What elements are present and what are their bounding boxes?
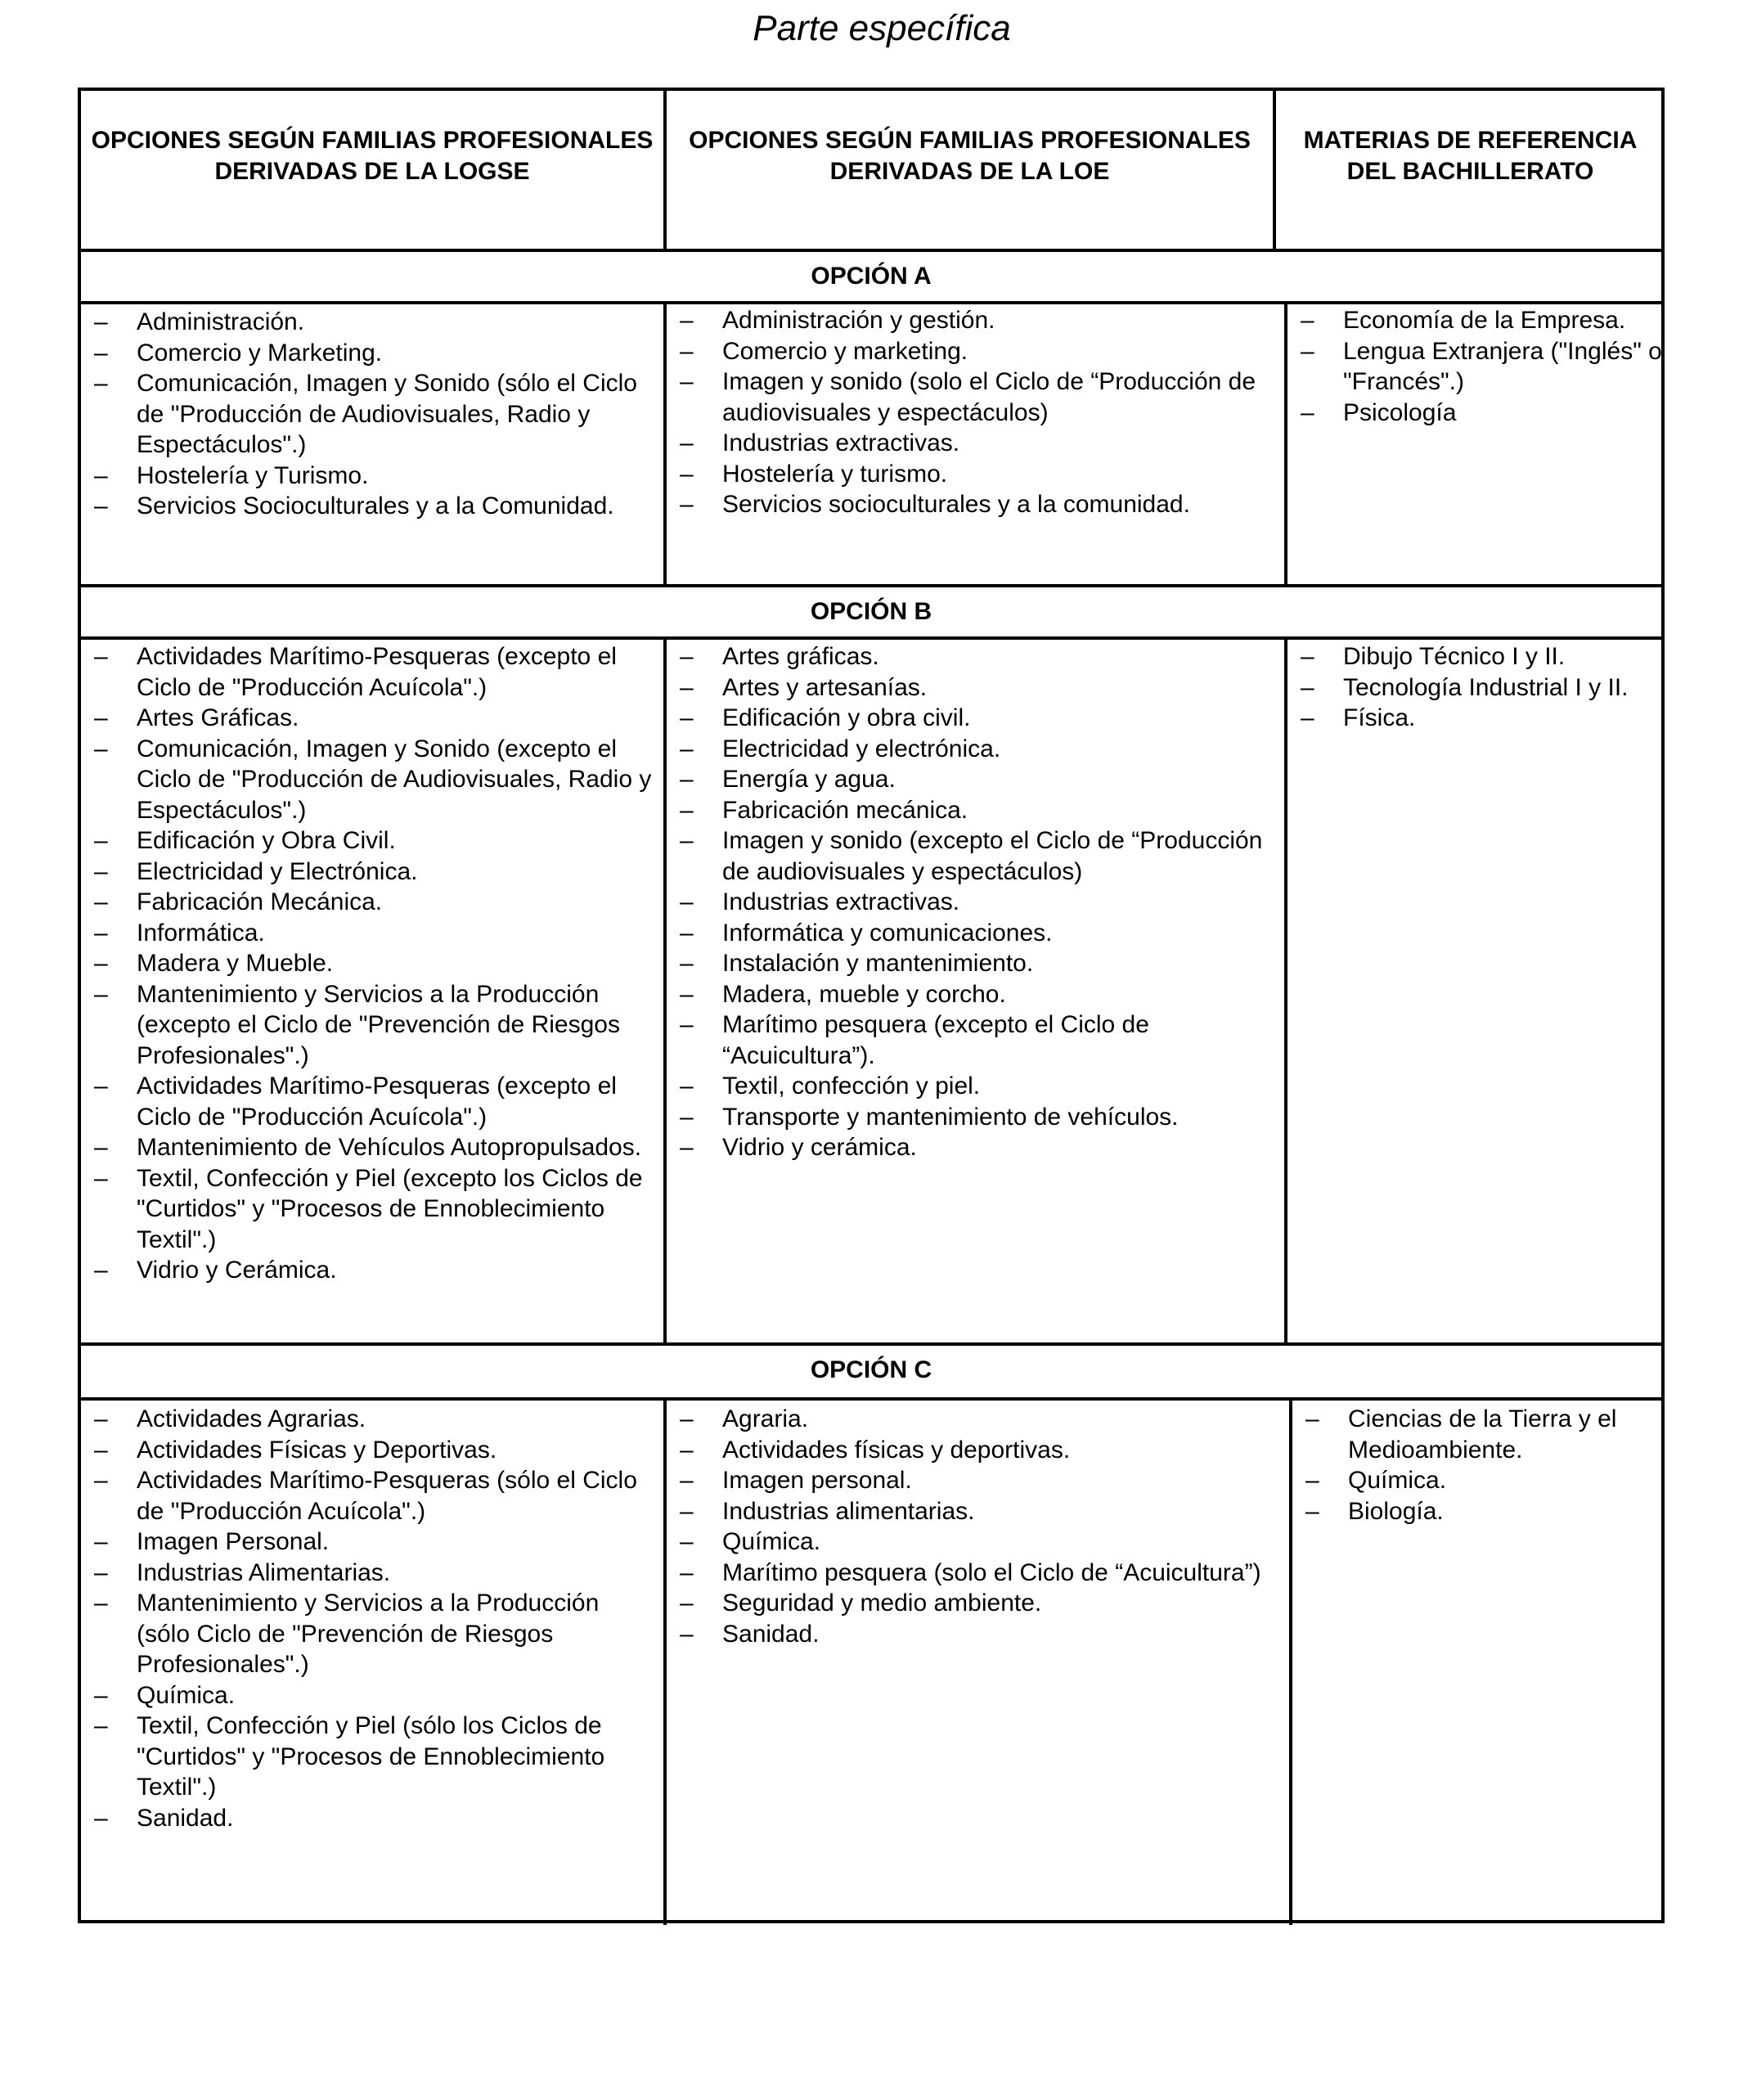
column-divider xyxy=(1284,636,1287,1342)
list-item: – Administración y gestión. xyxy=(667,305,1282,336)
list-item: – Artes y artesanías. xyxy=(667,672,1284,704)
option-b-materias-cell xyxy=(1287,641,1672,734)
list-item: – Sanidad. xyxy=(667,1619,1282,1650)
header-loe: OPCIONES SEGÚN FAMILIAS PROFESIONALES DERIVADAS DE LA LOE xyxy=(689,127,1251,185)
list-item: – Artes gráficas. xyxy=(667,641,1284,672)
list-item: – Textil, Confección y Piel (sólo los Ciclos de "Curtidos" y "Procesos de Ennoblecimiento Textil".) xyxy=(81,1711,654,1803)
list-item: – Administración. xyxy=(81,307,654,338)
list-item: – Ciencias de la Tierra y el Medioambiente. xyxy=(1292,1404,1660,1465)
header-materias: MATERIAS DE REFERENCIA DEL BACHILLERATO xyxy=(1303,127,1638,185)
option-a-logse-list xyxy=(81,307,654,522)
list-item: – Seguridad y medio ambiente. xyxy=(667,1588,1282,1619)
list-item: – Física. xyxy=(1287,703,1672,734)
options-table xyxy=(78,88,1665,1923)
list-item: – Madera y Mueble. xyxy=(81,948,668,979)
list-item: – Comercio y Marketing. xyxy=(81,338,654,369)
option-b-label: OPCIÓN B xyxy=(810,598,932,625)
list-item: – Química. xyxy=(81,1680,654,1711)
list-item: – Actividades Marítimo-Pesqueras (excepto el Ciclo de "Producción Acuícola".) xyxy=(81,641,668,703)
option-a-loe-list xyxy=(667,305,1282,520)
list-item: – Comunicación, Imagen y Sonido (sólo el Ciclo de "Producción de Audiovisuales, Radio y Espectáculos".) xyxy=(81,368,654,461)
list-item: – Psicología xyxy=(1287,398,1672,429)
option-a-label: OPCIÓN A xyxy=(811,263,932,290)
option-a-loe-cell xyxy=(667,305,1282,520)
row-divider xyxy=(81,301,1661,304)
list-item: – Artes Gráficas. xyxy=(81,703,668,734)
option-a-materias-list xyxy=(1287,305,1672,428)
list-item: – Madera, mueble y corcho. xyxy=(667,979,1284,1010)
page-title: Parte específica xyxy=(753,8,1011,48)
list-item: – Comercio y marketing. xyxy=(667,336,1282,367)
list-item: – Fabricación Mecánica. xyxy=(81,887,668,918)
list-item: – Lengua Extranjera ("Inglés" o "Francés".) xyxy=(1287,336,1672,398)
option-b-logse-list xyxy=(81,641,668,1286)
list-item: – Tecnología Industrial I y II. xyxy=(1287,672,1672,704)
list-item: – Energía y agua. xyxy=(667,764,1284,795)
list-item: – Informática. xyxy=(81,918,668,949)
list-item: – Biología. xyxy=(1292,1496,1660,1527)
list-item: – Industrias alimentarias. xyxy=(667,1496,1282,1527)
option-c-loe-cell xyxy=(667,1404,1282,1649)
list-item: – Instalación y mantenimiento. xyxy=(667,948,1284,979)
list-item: – Agraria. xyxy=(667,1404,1282,1435)
list-item: – Imagen y sonido (solo el Ciclo de “Producción de audiovisuales y espectáculos) xyxy=(667,366,1282,428)
list-item: – Imagen y sonido (excepto el Ciclo de “Producción de audiovisuales y espectáculos) xyxy=(667,825,1284,887)
list-item: – Textil, Confección y Piel (excepto los Ciclos de "Curtidos" y "Procesos de Ennoblecimiento Textil".) xyxy=(81,1163,668,1256)
list-item: – Vidrio y cerámica. xyxy=(667,1132,1284,1163)
list-item: – Electricidad y electrónica. xyxy=(667,734,1284,765)
list-item: – Actividades Físicas y Deportivas. xyxy=(81,1435,654,1466)
list-item: – Textil, confección y piel. xyxy=(667,1071,1284,1102)
option-c-loe-list xyxy=(667,1404,1282,1649)
option-c-materias-cell xyxy=(1292,1404,1660,1527)
list-item: – Industrias extractivas. xyxy=(667,887,1284,918)
list-item: – Mantenimiento y Servicios a la Producción (sólo Ciclo de "Prevención de Riesgos Profesionales".) xyxy=(81,1588,654,1680)
list-item: – Actividades Marítimo-Pesqueras (excepto el Ciclo de "Producción Acuícola".) xyxy=(81,1071,668,1132)
list-item: – Edificación y Obra Civil. xyxy=(81,825,668,857)
header-logse: OPCIONES SEGÚN FAMILIAS PROFESIONALES DERIVADAS DE LA LOGSE xyxy=(91,127,654,185)
option-b-loe-cell xyxy=(667,641,1284,1163)
list-item: – Transporte y mantenimiento de vehículos. xyxy=(667,1102,1284,1133)
list-item: – Servicios Socioculturales y a la Comunidad. xyxy=(81,491,654,522)
list-item: – Edificación y obra civil. xyxy=(667,703,1284,734)
list-item: – Marítimo pesquera (excepto el Ciclo de “Acuicultura”). xyxy=(667,1010,1284,1071)
list-item: – Electricidad y Electrónica. xyxy=(81,857,668,888)
list-item: – Servicios socioculturales y a la comunidad. xyxy=(667,489,1282,520)
list-item: – Actividades físicas y deportivas. xyxy=(667,1435,1282,1466)
row-divider xyxy=(81,636,1661,640)
option-b-loe-list xyxy=(667,641,1284,1163)
row-divider xyxy=(81,1397,1661,1401)
list-item: – Química. xyxy=(667,1527,1282,1558)
list-item: – Sanidad. xyxy=(81,1803,654,1834)
option-c-logse-cell xyxy=(81,1404,654,1833)
list-item: – Industrias Alimentarias. xyxy=(81,1558,654,1589)
option-c-materias-list xyxy=(1292,1404,1660,1527)
list-item: – Dibujo Técnico I y II. xyxy=(1287,641,1672,672)
list-item: – Vidrio y Cerámica. xyxy=(81,1255,668,1286)
list-item: – Fabricación mecánica. xyxy=(667,795,1284,826)
list-item: – Actividades Agrarias. xyxy=(81,1404,654,1435)
list-item: – Hostelería y turismo. xyxy=(667,459,1282,490)
list-item: – Imagen Personal. xyxy=(81,1527,654,1558)
list-item: – Actividades Marítimo-Pesqueras (sólo el Ciclo de "Producción Acuícola".) xyxy=(81,1465,654,1527)
list-item: – Mantenimiento de Vehículos Autopropulsados. xyxy=(81,1132,668,1163)
option-a-logse-cell xyxy=(81,307,654,522)
list-item: – Química. xyxy=(1292,1465,1660,1496)
list-item: – Mantenimiento y Servicios a la Producción (excepto el Ciclo de "Prevención de Riesgos Profesionales".) xyxy=(81,979,668,1072)
option-a-materias-cell xyxy=(1287,305,1672,428)
option-c-label: OPCIÓN C xyxy=(810,1356,932,1383)
list-item: – Hostelería y Turismo. xyxy=(81,461,654,492)
list-item: – Marítimo pesquera (solo el Ciclo de “Acuicultura”) xyxy=(667,1558,1282,1589)
list-item: – Imagen personal. xyxy=(667,1465,1282,1496)
list-item: – Comunicación, Imagen y Sonido (excepto el Ciclo de "Producción de Audiovisuales, Radio y Espectáculos".) xyxy=(81,734,668,826)
option-c-logse-list xyxy=(81,1404,654,1833)
list-item: – Economía de la Empresa. xyxy=(1287,305,1672,336)
list-item: – Informática y comunicaciones. xyxy=(667,918,1284,949)
option-b-materias-list xyxy=(1287,641,1672,734)
option-b-logse-cell xyxy=(81,641,668,1286)
list-item: – Industrias extractivas. xyxy=(667,428,1282,459)
